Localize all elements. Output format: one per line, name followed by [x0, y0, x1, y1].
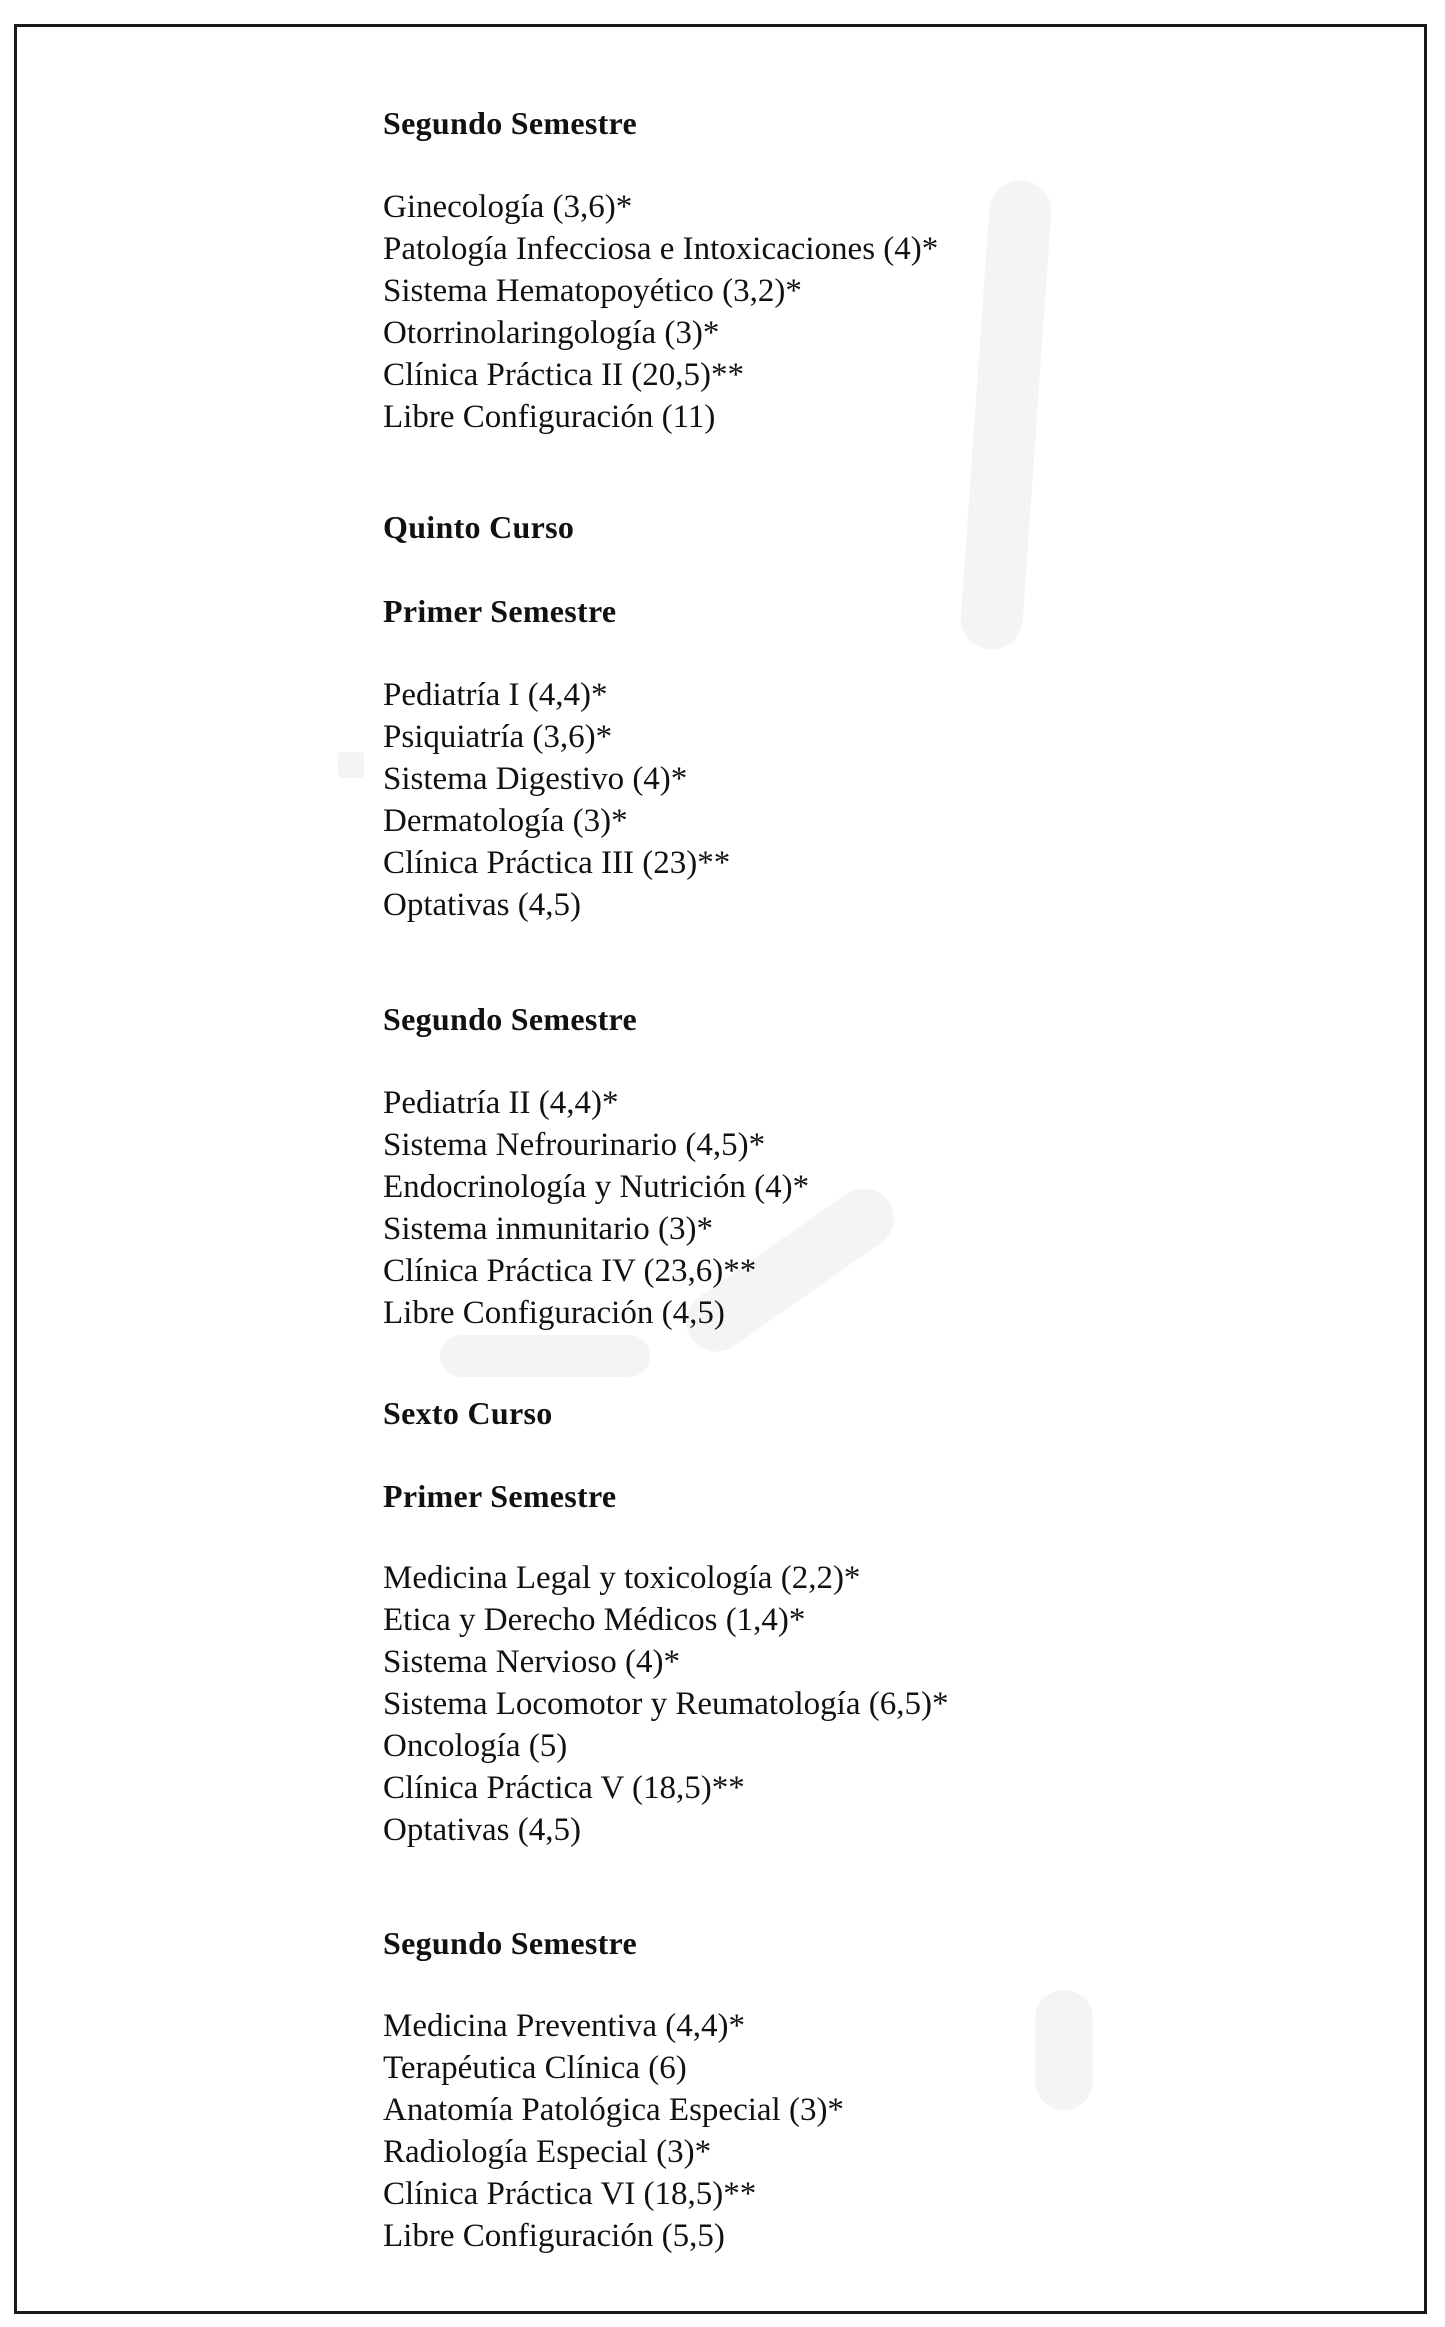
course-item: Endocrinología y Nutrición (4)* [383, 1169, 810, 1205]
course-year-heading: Sexto Curso [383, 1395, 553, 1431]
course-item: Pediatría II (4,4)* [383, 1085, 619, 1121]
scan-smudge [338, 752, 364, 778]
course-item: Medicina Preventiva (4,4)* [383, 2008, 745, 2044]
course-item: Clínica Práctica II (20,5)** [383, 357, 745, 393]
course-item: Terapéutica Clínica (6) [383, 2050, 687, 2086]
course-item: Sistema Digestivo (4)* [383, 761, 688, 797]
course-item: Patología Infecciosa e Intoxicaciones (4)* [383, 231, 939, 267]
section-heading: Primer Semestre [383, 593, 617, 629]
course-item: Pediatría I (4,4)* [383, 677, 608, 713]
section-heading: Segundo Semestre [383, 1001, 637, 1037]
course-item: Sistema Nervioso (4)* [383, 1644, 680, 1680]
course-list [383, 1557, 948, 1851]
course-list [383, 186, 938, 438]
scan-smudge [440, 1335, 650, 1377]
course-item: Otorrinolaringología (3)* [383, 315, 720, 351]
course-item: Sistema Nefrourinario (4,5)* [383, 1127, 766, 1163]
course-item: Medicina Legal y toxicología (2,2)* [383, 1560, 861, 1596]
course-item: Ginecología (3,6)* [383, 189, 633, 225]
section-heading: Segundo Semestre [383, 105, 637, 141]
course-item: Optativas (4,5) [383, 1812, 581, 1848]
course-item: Clínica Práctica V (18,5)** [383, 1770, 745, 1806]
course-item: Libre Configuración (11) [383, 399, 716, 435]
course-item: Optativas (4,5) [383, 887, 581, 923]
course-year-heading: Quinto Curso [383, 509, 575, 545]
course-item: Etica y Derecho Médicos (1,4)* [383, 1602, 806, 1638]
course-list [383, 674, 730, 926]
course-item: Sistema Locomotor y Reumatología (6,5)* [383, 1686, 949, 1722]
section-heading: Segundo Semestre [383, 1925, 637, 1961]
course-item: Libre Configuración (5,5) [383, 2218, 725, 2254]
course-item: Oncología (5) [383, 1728, 568, 1764]
course-list [383, 2005, 844, 2257]
course-item: Clínica Práctica VI (18,5)** [383, 2176, 757, 2212]
course-item: Dermatología (3)* [383, 803, 628, 839]
course-list [383, 1082, 809, 1334]
course-item: Sistema inmunitario (3)* [383, 1211, 713, 1247]
course-item: Sistema Hematopoyético (3,2)* [383, 273, 802, 309]
course-item: Radiología Especial (3)* [383, 2134, 712, 2170]
course-item: Clínica Práctica IV (23,6)** [383, 1253, 757, 1289]
course-item: Clínica Práctica III (23)** [383, 845, 731, 881]
course-item: Anatomía Patológica Especial (3)* [383, 2092, 844, 2128]
course-item: Libre Configuración (4,5) [383, 1295, 725, 1331]
scan-smudge [1035, 1990, 1093, 2110]
section-heading: Primer Semestre [383, 1478, 617, 1514]
course-item: Psiquiatría (3,6)* [383, 719, 613, 755]
